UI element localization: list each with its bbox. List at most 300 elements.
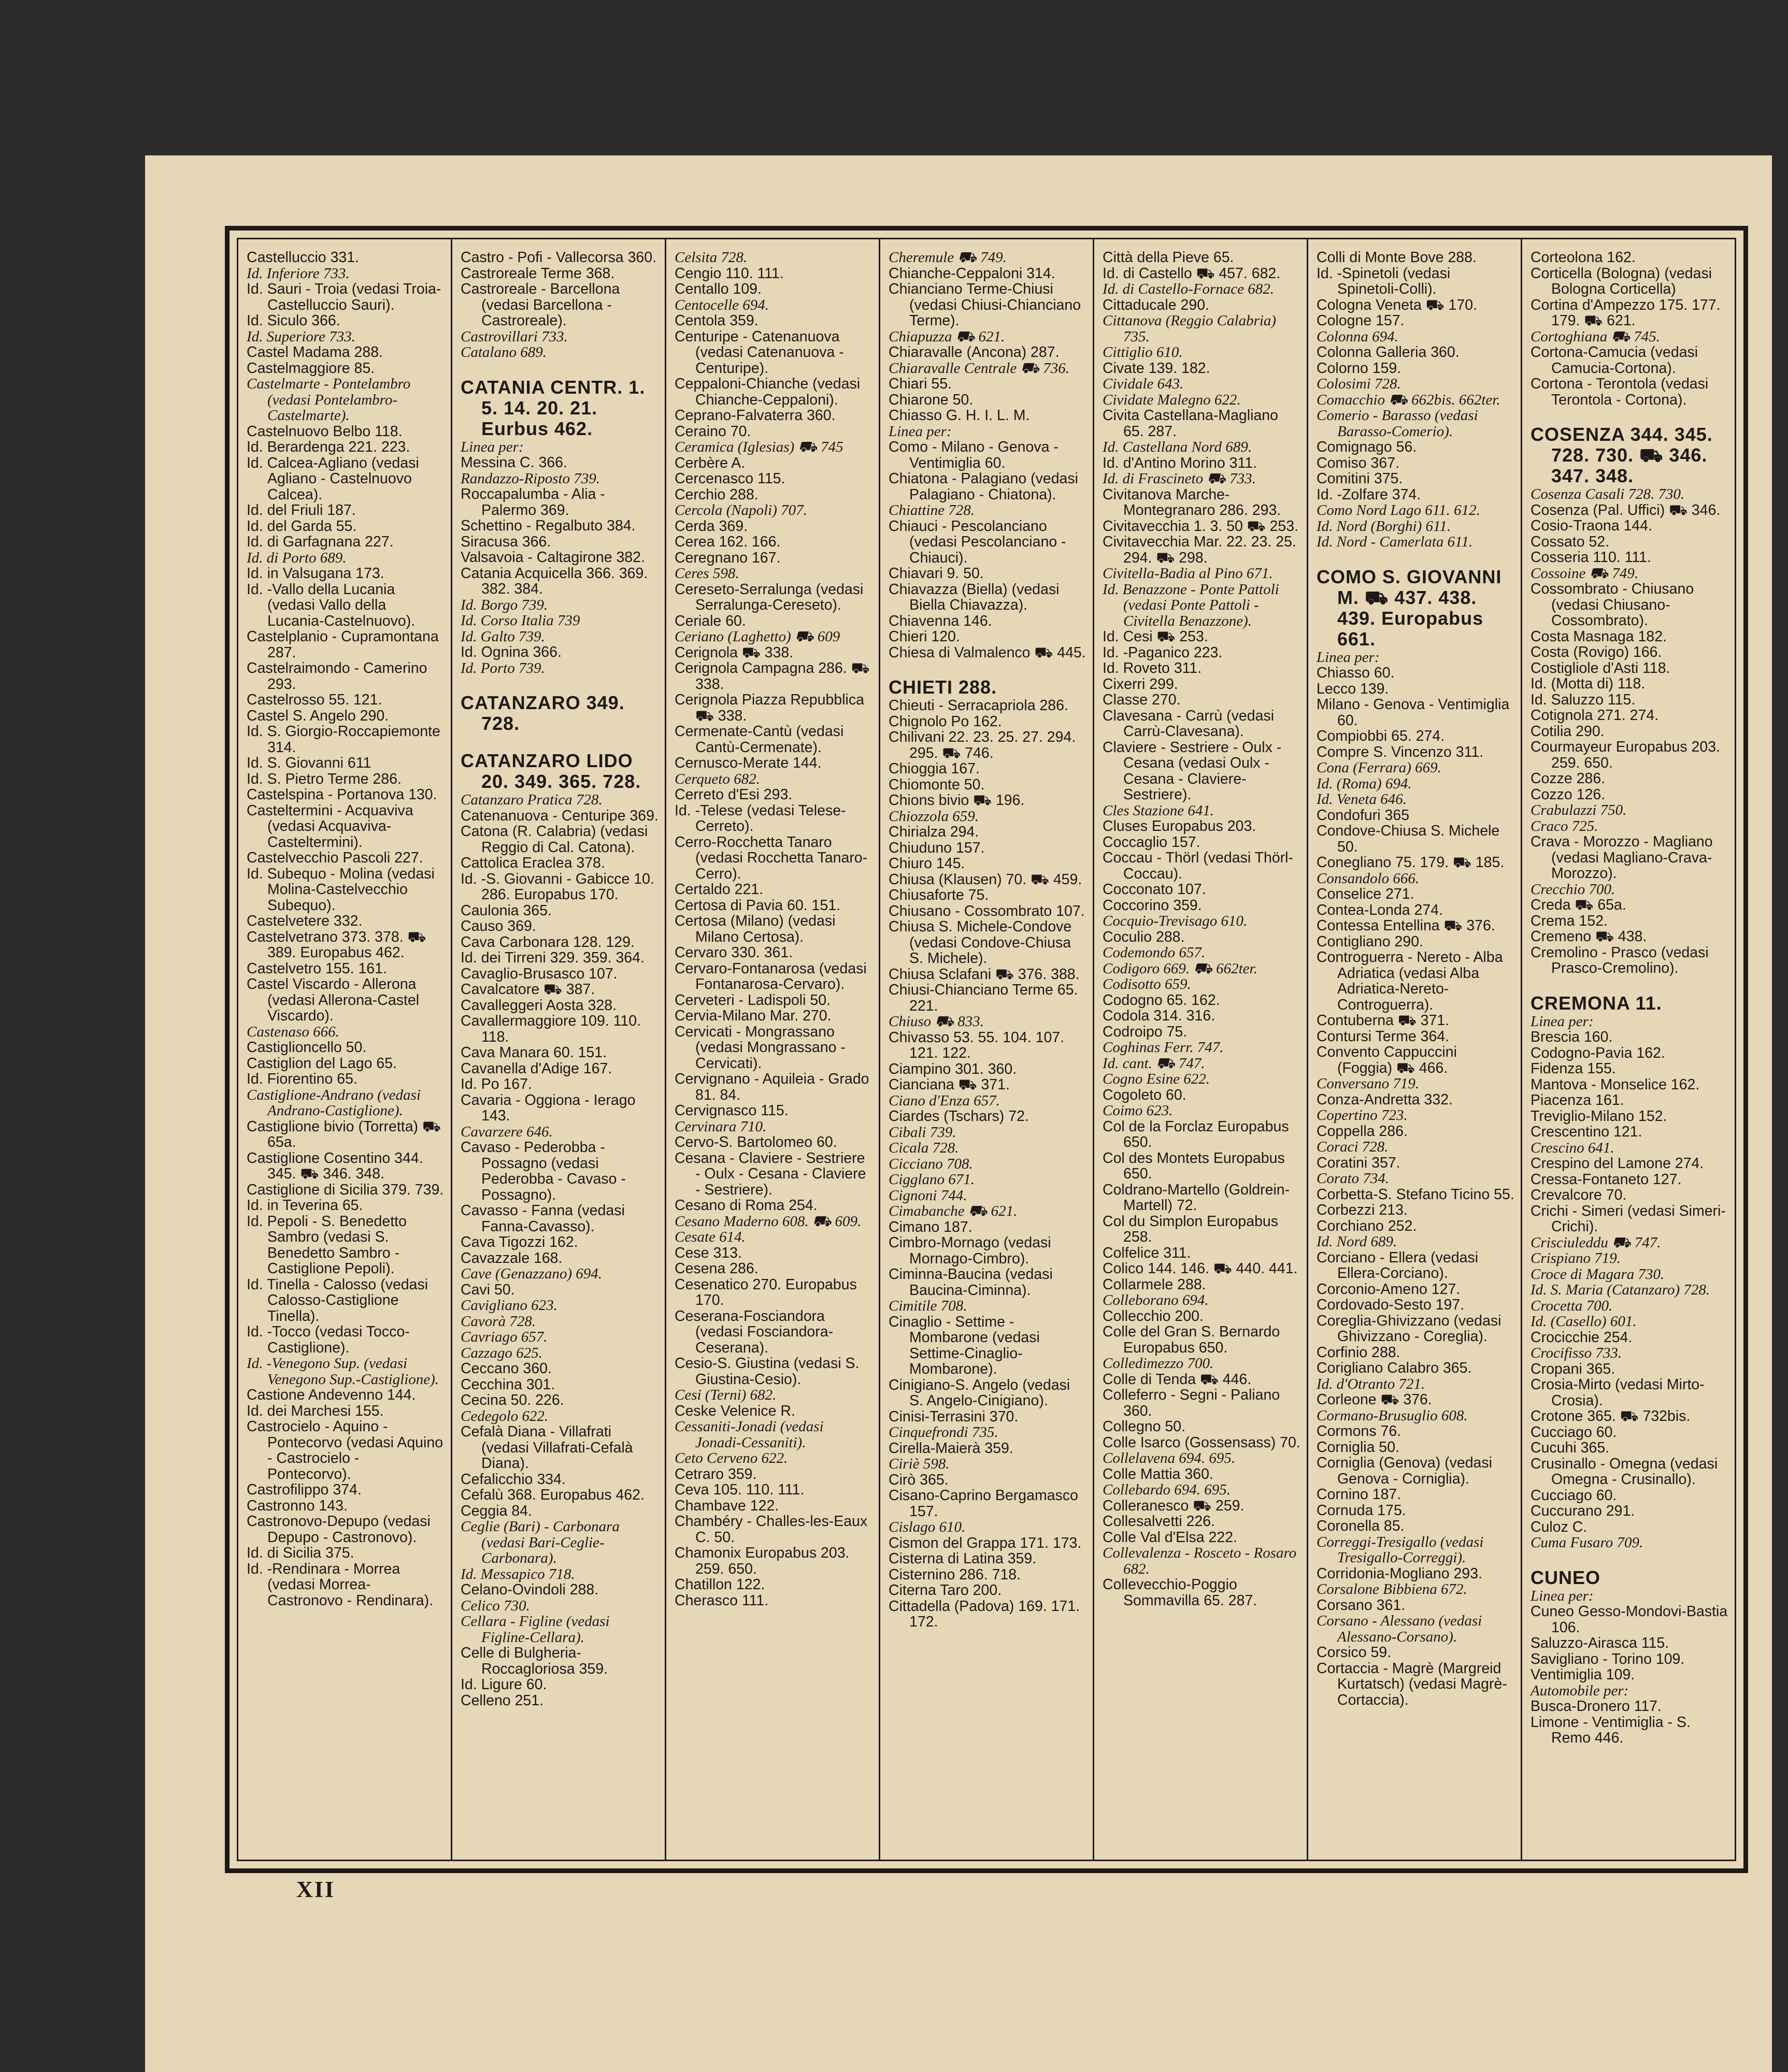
index-entry: Linea per: [889,423,952,440]
index-entry: Cattolica Eraclea 378. [461,855,605,871]
index-entry: Cavi 50. [461,1281,515,1298]
index-entry: Id. -Paganico 223. [1103,644,1223,661]
index-entry: Corigliano Calabro 365. [1317,1360,1472,1376]
index-entry: Cervo-S. Bartolomeo 60. [675,1134,837,1150]
index-entry: Id. Ognina 366. [461,644,562,660]
index-entry: Crusinallo - Omegna (vedasi Omegna - Crusinallo). [1530,1455,1718,1488]
index-entry: Ceske Velenice R. [675,1402,795,1419]
index-entry: Cropani 365. [1530,1360,1615,1377]
index-entry: Cerignola ⛟ 338. [675,644,794,661]
index-entry: Piacenza 161. [1530,1092,1624,1109]
index-heading: CUNEO [1530,1566,1601,1588]
index-entry: Limone - Ventimiglia - S. Remo 446. [1530,1714,1691,1746]
index-entry: Cazzago 625. [461,1344,542,1361]
index-entry: Codogno-Pavia 162. [1530,1044,1665,1061]
index-entry: Colfelice 311. [1103,1244,1191,1261]
index-entry: Cormons 76. [1317,1423,1401,1440]
index-entry: Castroreale Terme 368. [461,265,615,282]
index-entry: Crabulazzi 750. [1530,802,1627,818]
index-entry: Cengio 110. 111. [675,265,784,282]
index-heading: COMO S. GIOVANNI M. ⛟ 437. 438. 439. Europabus 661. [1317,566,1502,650]
index-entry: Ceserana-Fosciandora (vedasi Fosciandora-Ceserana). [675,1307,834,1356]
index-entry: Copertino 723. [1317,1107,1408,1124]
index-entry: Id. del Friuli 187. [247,502,356,519]
index-entry: Chilivani 22. 23. 25. 27. 294. 295. ⛟ 746. [889,729,1076,761]
index-frame [225,226,1748,1873]
index-entry: Cerro-Rocchetta Tanaro (vedasi Rocchetta Tanaro-Cerro). [675,833,868,882]
index-entry: Chiusa S. Michele-Condove (vedasi Condove-Chiusa S. Michele). [889,918,1072,967]
index-entry: Id. di Castello ⛟ 457. 682. [1103,265,1281,282]
index-entry: Como - Milano - Genova - Ventimiglia 60. [889,439,1059,471]
index-entry: Città della Pieve 65. [1103,249,1234,266]
index-entry: Chieri 120. [889,628,960,645]
index-entry: Celico 730. [461,1597,530,1614]
index-entry: Comiso 367. [1317,454,1399,471]
index-entry: Crisciuleddu ⛟ 747. [1530,1234,1661,1251]
index-entry: Castiglione Cosentino 344. 345. ⛟ 346. 348. [247,1149,423,1182]
index-entry: Castronno 143. [247,1497,348,1514]
index-entry: Castione Andevenno 144. [247,1387,416,1403]
index-entry: Castel Viscardo - Allerona (vedasi Allerona-Castel Viscardo). [247,976,420,1024]
index-entry: Corbetta-S. Stefano Ticino 55. [1317,1186,1514,1203]
index-entry: Centallo 109. [675,281,762,297]
index-entry: Cisano-Caprino Bergamasco 157. [889,1487,1078,1520]
index-entry: Id. Nord (Borghi) 611. [1317,517,1451,535]
index-entry: Corniglia (Genova) (vedasi Genova - Corniglia). [1317,1455,1492,1487]
index-entry: Cluses Europabus 203. [1103,818,1256,834]
index-entry: Corchiano 252. [1317,1217,1417,1234]
index-entry: Crocetta 700. [1530,1297,1613,1314]
index-entry: Cefalù 368. Europabus 462. [461,1487,645,1503]
index-column-4 [879,239,1093,1860]
index-entry: Cinaglio - Settime - Mombarone (vedasi Settime-Cinaglio-Mombarone). [889,1313,1040,1377]
index-entry: Contuberna ⛟ 371. [1317,1012,1450,1029]
index-entry: Cecina 50. 226. [461,1392,564,1408]
index-entry: Chiaravalle Centrale ⛟ 736. [889,359,1070,377]
index-entry: Civitavecchia 1. 3. 50 ⛟ 253. [1103,517,1299,535]
index-entry: Id. Porto 739. [461,659,545,677]
index-entry: Caulonia 365. [461,902,552,919]
index-entry: Centocelle 694. [675,296,769,313]
index-entry: Cesi (Terni) 682. [675,1387,777,1403]
index-entry: Codigoro 669. ⛟ 662ter. [1103,960,1257,977]
index-entry: Cerignola Piazza Repubblica ⛟ 338. [675,692,864,724]
index-entry: Corconio-Ameno 127. [1317,1280,1461,1298]
index-entry: Crecchio 700. [1530,881,1615,898]
index-entry: Cervia-Milano Mar. 270. [675,1008,832,1024]
index-entry: Id. Berardenga 221. 223. [247,439,410,455]
index-entry: Ciminna-Baucina (vedasi Baucina-Ciminna). [889,1266,1053,1299]
index-entry: Ceriale 60. [675,612,746,629]
index-entry: Fidenza 155. [1530,1060,1616,1077]
index-entry: Corsano 361. [1317,1596,1406,1614]
index-entry: Coculio 288. [1103,928,1185,945]
index-column-7 [1521,239,1735,1860]
index-entry: Id. di Porto 689. [247,549,347,566]
index-entry: Chiozzola 659. [889,808,979,825]
index-entry: Celano-Ovindoli 288. [461,1581,599,1598]
index-entry: Cerqueto 682. [675,770,760,787]
index-entry: Cesano Maderno 608. ⛟ 609. [675,1213,862,1230]
index-entry: Automobile per: [1530,1682,1629,1699]
index-entry: Cerchio 288. [675,486,759,503]
index-entry: Colorno 159. [1317,359,1401,377]
index-entry: Cavorà 728. [461,1313,536,1330]
index-entry: Croce di Magara 730. [1530,1265,1665,1283]
index-entry: Schettino - Regalbuto 384. [461,517,636,534]
index-entry: Chiusano - Cossombrato 107. [889,902,1085,919]
index-entry: Cirò 365. [889,1471,949,1488]
index-entry: Cinigiano-S. Angelo (vedasi S. Angelo-Cinigiano). [889,1376,1070,1409]
index-entry: Contea-Londa 274. [1317,901,1443,918]
index-entry: Cercenasco 115. [675,470,785,487]
index-entry: Id. (Casello) 601. [1530,1313,1637,1330]
index-entry: Castro - Pofi - Vallecorsa 360. [461,249,657,266]
index-entry: Castelvecchio Pascoli 227. [247,850,423,866]
index-entry: Cavaria - Oggiona - Ierago 143. [461,1091,636,1124]
index-entry: Centuripe - Catenanuova (vedasi Catenanuova - Centuripe). [675,328,844,377]
index-entry: Corciano - Ellera (vedasi Ellera-Corciano). [1317,1249,1479,1282]
index-entry: Chiavenna 146. [889,612,992,629]
index-entry: Col du Simplon Europabus 258. [1103,1213,1279,1245]
index-entry: Cislago 610. [889,1519,966,1535]
index-entry: Cherasco 111. [675,1592,769,1609]
index-entry: Id. Cesi ⛟ 253. [1103,628,1208,645]
index-entry: Treviglio-Milano 152. [1530,1107,1667,1125]
index-entry: Id. Fiorentino 65. [247,1071,357,1087]
index-entry: Colle Isarco (Gossensass) 70. [1103,1434,1300,1451]
index-entry: Cessaniti-Jonadi (vedasi Jonadi-Cessaniti). [675,1418,824,1451]
index-entry: Id. in Valsugana 173. [247,565,384,582]
index-entry: Chiarone 50. [889,391,974,408]
index-entry: Cosio-Traona 144. [1530,517,1652,534]
index-entry: Id. (Motta di) 118. [1530,675,1646,692]
index-entry: Corsalone Bibbiena 672. [1317,1581,1467,1598]
index-entry: Colico 144. 146. ⛟ 440. 441. [1103,1260,1298,1277]
index-entry: Courmayeur Europabus 203. 259. 650. [1530,739,1720,771]
index-entry: Cervaro 330. 361. [675,944,793,961]
index-entry: Colonna 694. [1317,328,1398,345]
index-entry: Colli di Monte Bove 288. [1317,249,1477,266]
index-entry: Id. Veneta 646. [1317,791,1407,808]
index-entry: Catona (R. Calabria) (vedasi Reggio di Cal. Catona). [461,823,648,856]
index-entry: Cozzo 126. [1530,786,1606,803]
index-entry: Castelvetrano 373. 378. ⛟ 389. Europabus 462. [247,928,426,961]
index-entry: Chiavazza (Biella) (vedasi Biella Chiavazza). [889,581,1060,613]
index-entry: Id. Subequo - Molina (vedasi Molina-Castelvecchio Subequo). [247,865,435,914]
index-entry: Corridonia-Mogliano 293. [1317,1565,1483,1582]
index-entry: Cefalicchio 334. [461,1471,566,1488]
index-entry: Causo 369. [461,918,536,934]
index-entry: Chiuduno 157. [889,839,985,856]
index-entry: Id. Nord 689. [1317,1233,1397,1250]
index-entry: Chiusa (Klausen) 70. ⛟ 459. [889,871,1082,888]
index-entry: Cimano 187. [889,1218,972,1235]
index-entry: Ceres 598. [675,565,739,582]
index-entry: Catania Acquicella 366. 369. 382. 384. [461,565,648,597]
index-entry: Chiasso G. H. I. L. M. [889,407,1030,424]
index-entry: Cismon del Grappa 171. 173. [889,1534,1082,1551]
index-entry: Cisterna di Latina 359. [889,1550,1037,1567]
index-entry: Colle del Gran S. Bernardo Europabus 650. [1103,1323,1280,1356]
index-column-1 [238,239,451,1860]
index-entry: Creda ⛟ 65a. [1530,897,1626,913]
index-entry: Id. S. Giovanni 611 [247,755,371,771]
index-entry: Cavaglio-Brusasco 107. [461,965,618,982]
index-entry: Codemondo 657. [1103,944,1206,961]
index-entry: Cortona-Camucia (vedasi Camucia-Cortona). [1530,344,1698,377]
index-entry: Cisternino 286. 718. [889,1566,1021,1583]
index-entry: Ceccano 360. [461,1360,552,1377]
index-entry: Civitella-Badia al Pino 671. [1103,565,1273,582]
index-entry: Id. -Vallo della Lucania (vedasi Vallo della Lucania-Castelnuovo). [247,581,416,629]
index-entry: Cavazzale 168. [461,1249,563,1267]
index-entry: Corleone ⛟ 376. [1317,1391,1432,1408]
index-entry: Castelmaggiore 85. [247,359,375,377]
index-entry: Coimo 623. [1103,1102,1173,1119]
index-entry: Milano - Genova - Ventimiglia 60. [1317,696,1510,729]
index-entry: Ceriano (Laghetto) ⛟ 609 [675,628,840,645]
index-entry: Id. -Telese (vedasi Telese-Cerreto). [675,802,846,834]
index-entry: Collarmele 288. [1103,1276,1206,1293]
index-entry: Cernusco-Merate 144. [675,755,822,771]
index-entry: Ceggia 84. [461,1502,532,1519]
index-entry: Celle di Bulgheria-Roccagloriosa 359. [461,1645,608,1677]
index-entry: Ciampino 301. 360. [889,1060,1017,1077]
index-entry: Cortina d'Ampezzo 175. 177. 179. ⛟ 621. [1530,296,1721,329]
index-entry: Cittiglio 610. [1103,344,1183,361]
index-entry: Cotignola 271. 274. [1530,707,1659,724]
index-entry: Messina C. 366. [461,454,567,471]
index-entry: Coratini 357. [1317,1154,1400,1171]
index-entry: Cossombrato - Chiusano (vedasi Chiusano-Cossombrato). [1530,581,1694,629]
index-entry: Cornuda 175. [1317,1502,1406,1519]
index-entry: Conselice 271. [1317,886,1414,902]
index-entry: Comerio - Barasso (vedasi Barasso-Comerio). [1317,407,1478,440]
index-entry: Citerna Taro 200. [889,1582,1002,1599]
index-entry: Cesate 614. [675,1229,746,1245]
index-entry: Crocifisso 733. [1530,1345,1622,1361]
index-entry: Id. Galto 739. [461,628,545,645]
index-entry: Crevalcore 70. [1530,1187,1627,1203]
index-entry: Cibali 739. [889,1124,956,1141]
index-entry: Cava Carbonara 128. 129. [461,933,635,951]
index-entry: Castroreale - Barcellona (vedasi Barcellona - Castroreale). [461,281,620,329]
index-entry: Celleno 251. [461,1692,544,1709]
index-entry: Chiomonte 50. [889,776,985,793]
index-entry: Id. Po 167. [461,1076,532,1092]
index-entry: Cigglano 671. [889,1171,975,1188]
index-column-5 [1093,239,1307,1860]
index-entry: Costa (Rovigo) 166. [1530,644,1662,660]
index-entry: Corfinio 288. [1317,1344,1400,1361]
index-entry: Cerveteri - Ladispoli 50. [675,991,831,1009]
index-entry: Corsico 59. [1317,1644,1392,1661]
index-entry: Cordovado-Sesto 197. [1317,1297,1465,1313]
index-entry: Cosenza Casali 728. 730. [1530,486,1685,502]
index-entry: Id. Inferiore 733. [247,265,350,282]
index-entry: Cavarzere 646. [461,1123,553,1140]
index-entry: Celsita 728. [675,249,748,266]
index-entry: Cosenza (Pal. Uffici) ⛟ 346. [1530,501,1721,519]
index-entry: Crescino 641. [1530,1139,1614,1156]
index-entry: Id. -Rendinara - Morrea (vedasi Morrea-Castronovo - Rendinara). [247,1560,433,1609]
index-entry: Castrofilippo 374. [247,1481,362,1498]
page-number: XII [296,1877,336,1902]
index-entry: Id. Calcea-Agliano (vedasi Agliano - Castelnuovo Calcea). [247,454,419,503]
index-entry: Ceppaloni-Chianche (vedasi Chianche-Ceppaloni). [675,376,861,408]
index-entry: Clavesana - Carrù (vedasi Carrù-Clavesana). [1103,707,1275,740]
index-entry: Chions bivio ⛟ 196. [889,792,1025,809]
index-entry: Conza-Andretta 332. [1317,1091,1453,1108]
index-entry: Cesio-S. Giustina (vedasi S. Giustina-Cesio). [675,1355,860,1388]
index-entry: Id. Corso Italia 739 [461,612,580,629]
index-entry: Id. Benazzone - Ponte Pattoli (vedasi Ponte Pattoli - Civitella Benazzone). [1103,581,1279,629]
index-entry: Colleborano 694. [1103,1292,1209,1308]
index-entry: Conegliano 75. 179. ⛟ 185. [1317,854,1505,871]
index-entry: Id. Superiore 733. [247,328,355,345]
index-entry: Comignago 56. [1317,439,1417,455]
index-entry: Cerbère A. [675,454,746,471]
index-entry: Id. di Sicilia 375. [247,1545,354,1561]
index-heading: CHIETI 288. [889,677,997,698]
index-entry: Id. dei Tirreni 329. 359. 364. [461,949,645,966]
index-entry: Cavigliano 623. [461,1297,557,1314]
index-entry: Chignolo Po 162. [889,713,1002,730]
index-entry: Chiauci - Pescolanciano (vedasi Pescolanciano - Chiauci). [889,517,1066,566]
index-entry: Colle di Tenda ⛟ 446. [1103,1371,1252,1388]
index-entry: Cerignola Campagna 286. ⛟ 338. [675,660,870,693]
index-entry: Chiuso ⛟ 833. [889,1013,984,1030]
index-entry: Ceraino 70. [675,423,751,440]
index-entry: Costigliole d'Asti 118. [1530,659,1670,677]
index-entry: Coraci 728. [1317,1139,1389,1155]
index-entry: Corato 734. [1317,1170,1390,1187]
index-entry: Linea per: [1530,1587,1594,1604]
index-entry: Coldrano-Martello (Goldrein-Martell) 72. [1103,1181,1290,1214]
index-columns [238,239,1735,1860]
index-entry: Roccapalumba - Alia - Palermo 369. [461,486,605,519]
index-entry: Castiglione bivio (Torretta) ⛟ 65a. [247,1118,441,1150]
index-entry: Corniglia 50. [1317,1438,1400,1456]
index-entry: Ceregnano 167. [675,549,781,566]
index-entry: Id. Ligure 60. [461,1676,547,1693]
index-entry: Cornino 187. [1317,1486,1401,1503]
index-entry: Collesalvetti 226. [1103,1513,1215,1530]
index-entry: Cormano-Brusuglio 608. [1317,1407,1468,1424]
index-entry: Ceva 105. 110. 111. [675,1481,805,1498]
index-entry: Id. S. Maria (Catanzaro) 728. [1530,1282,1710,1298]
index-entry: Cerda 369. [675,517,748,535]
index-entry: Cremolino - Prasco (vedasi Prasco-Cremolino). [1530,944,1709,976]
index-entry: Certosa (Milano) (vedasi Milano Certosa). [675,913,836,945]
index-entry: Chiaravalle (Ancona) 287. [889,344,1060,361]
index-entry: Contessa Entellina ⛟ 376. [1317,917,1495,934]
index-entry: Cocconato 107. [1103,881,1206,898]
index-entry: Linea per: [461,438,524,455]
index-entry: Cortona - Terontola (vedasi Terontola - Cortona). [1530,376,1709,408]
index-entry: Cese 313. [675,1244,742,1261]
index-entry: Colosimi 728. [1317,376,1401,392]
index-entry: Contursi Terme 364. [1317,1028,1450,1045]
index-entry: Cossato 52. [1530,533,1610,550]
index-entry: Id. (Roma) 694. [1317,775,1412,792]
index-entry: Chambave 122. [675,1497,779,1514]
index-entry: Col des Montets Europabus 650. [1103,1149,1285,1182]
index-entry: Colle Mattia 360. [1103,1465,1213,1483]
index-entry: Id. Roveto 311. [1103,660,1202,677]
index-entry: Consandolo 666. [1317,870,1420,887]
index-entry: Compiobbi 65. 274. [1317,728,1445,744]
index-entry: Collevalenza - Rosceto - Rosaro 682. [1103,1545,1297,1577]
index-entry: Cicala 728. [889,1140,959,1156]
index-entry: Linea per: [1530,1013,1594,1030]
index-entry: Codola 314. 316. [1103,1008,1215,1024]
index-entry: Colledimezzo 700. [1103,1355,1214,1372]
index-entry: Costa Masnaga 182. [1530,628,1667,645]
index-entry: Colleranesco ⛟ 259. [1103,1497,1245,1514]
index-entry: Id. dei Marchesi 155. [247,1402,384,1419]
index-entry: Cecchina 301. [461,1376,555,1393]
index-entry: Corteolona 162. [1530,249,1636,266]
index-entry: Id. -Spinetoli (vedasi Spinetoli-Colli). [1317,265,1451,297]
index-entry: Craco 725. [1530,817,1598,834]
index-entry: Cosseria 110. 111. [1530,549,1651,566]
index-entry: Cittaducale 290. [1103,296,1209,313]
index-entry: Cividate Malegno 622. [1103,391,1241,408]
index-entry: Cavallermaggiore 109. 110. 118. [461,1013,641,1045]
index-entry: Culoz C. [1530,1518,1587,1535]
index-entry: Chamonix Europabus 203. 259. 650. [675,1545,850,1577]
index-entry: Chiusi-Chianciano Terme 65. 221. [889,982,1078,1014]
index-entry: Chioggia 167. [889,760,980,777]
index-entry: Crema 152. [1530,912,1608,929]
index-entry: Cotilia 290. [1530,723,1605,740]
index-entry: Coronella 85. [1317,1518,1405,1534]
index-entry: Conversano 719. [1317,1075,1420,1092]
index-entry: Id. Borgo 739. [461,596,548,613]
index-entry: Castrocielo - Aquino - Pontecorvo (vedasi Aquino - Castrocielo - Pontecorvo). [247,1418,444,1483]
index-entry: Cles Stazione 641. [1103,802,1214,819]
index-entry: Casteltermini - Acquaviva (vedasi Acquaviva-Casteltermini). [247,802,413,851]
index-entry: Catenanuova - Centuripe 369. [461,807,659,824]
index-entry: Cinisi-Terrasini 370. [889,1408,1019,1425]
index-entry: Cavriago 657. [461,1329,548,1345]
index-entry: Chiattine 728. [889,502,975,519]
index-entry: Crosia-Mirto (vedasi Mirto-Crosia). [1530,1376,1705,1409]
index-entry: Cortaccia - Magrè (Margreid Kurtatsch) (vedasi Magrè-Cortaccia). [1317,1660,1507,1708]
index-column-3 [665,239,879,1860]
index-entry: Cavalleggeri Aosta 328. [461,997,617,1014]
index-entry: Cervicati - Mongrassano (vedasi Mongrassano - Cervicati). [675,1023,846,1072]
index-entry: Codogno 65. 162. [1103,991,1220,1009]
index-entry: Chirialza 294. [889,824,979,840]
index-entry: Compre S. Vincenzo 311. [1317,743,1484,760]
index-entry: Cologna Veneta ⛟ 170. [1317,296,1477,313]
index-entry: Coccorino 359. [1103,897,1202,914]
index-entry: Cetraro 359. [675,1465,757,1483]
index-entry: Ciardes (Tschars) 72. [889,1108,1029,1125]
index-entry: Cuma Fusaro 709. [1530,1534,1643,1551]
index-entry: Id. Sauri - Troia (vedasi Troia-Castelluccio Sauri). [247,281,441,313]
index-entry: Cesana - Claviere - Sestriere - Oulx - Cesana - Claviere - Sestriere). [675,1149,866,1198]
index-entry: Chiatona - Palagiano (vedasi Palagiano - Chiatona). [889,470,1078,503]
index-entry: Coccaglio 157. [1103,833,1200,851]
index-entry: Cava Tigozzi 162. [461,1234,578,1250]
index-entry: Cividale 643. [1103,376,1184,392]
index-entry: Cesenatico 270. Europabus 170. [675,1276,857,1308]
index-entry: Id. cant. ⛟ 747. [1103,1055,1205,1072]
